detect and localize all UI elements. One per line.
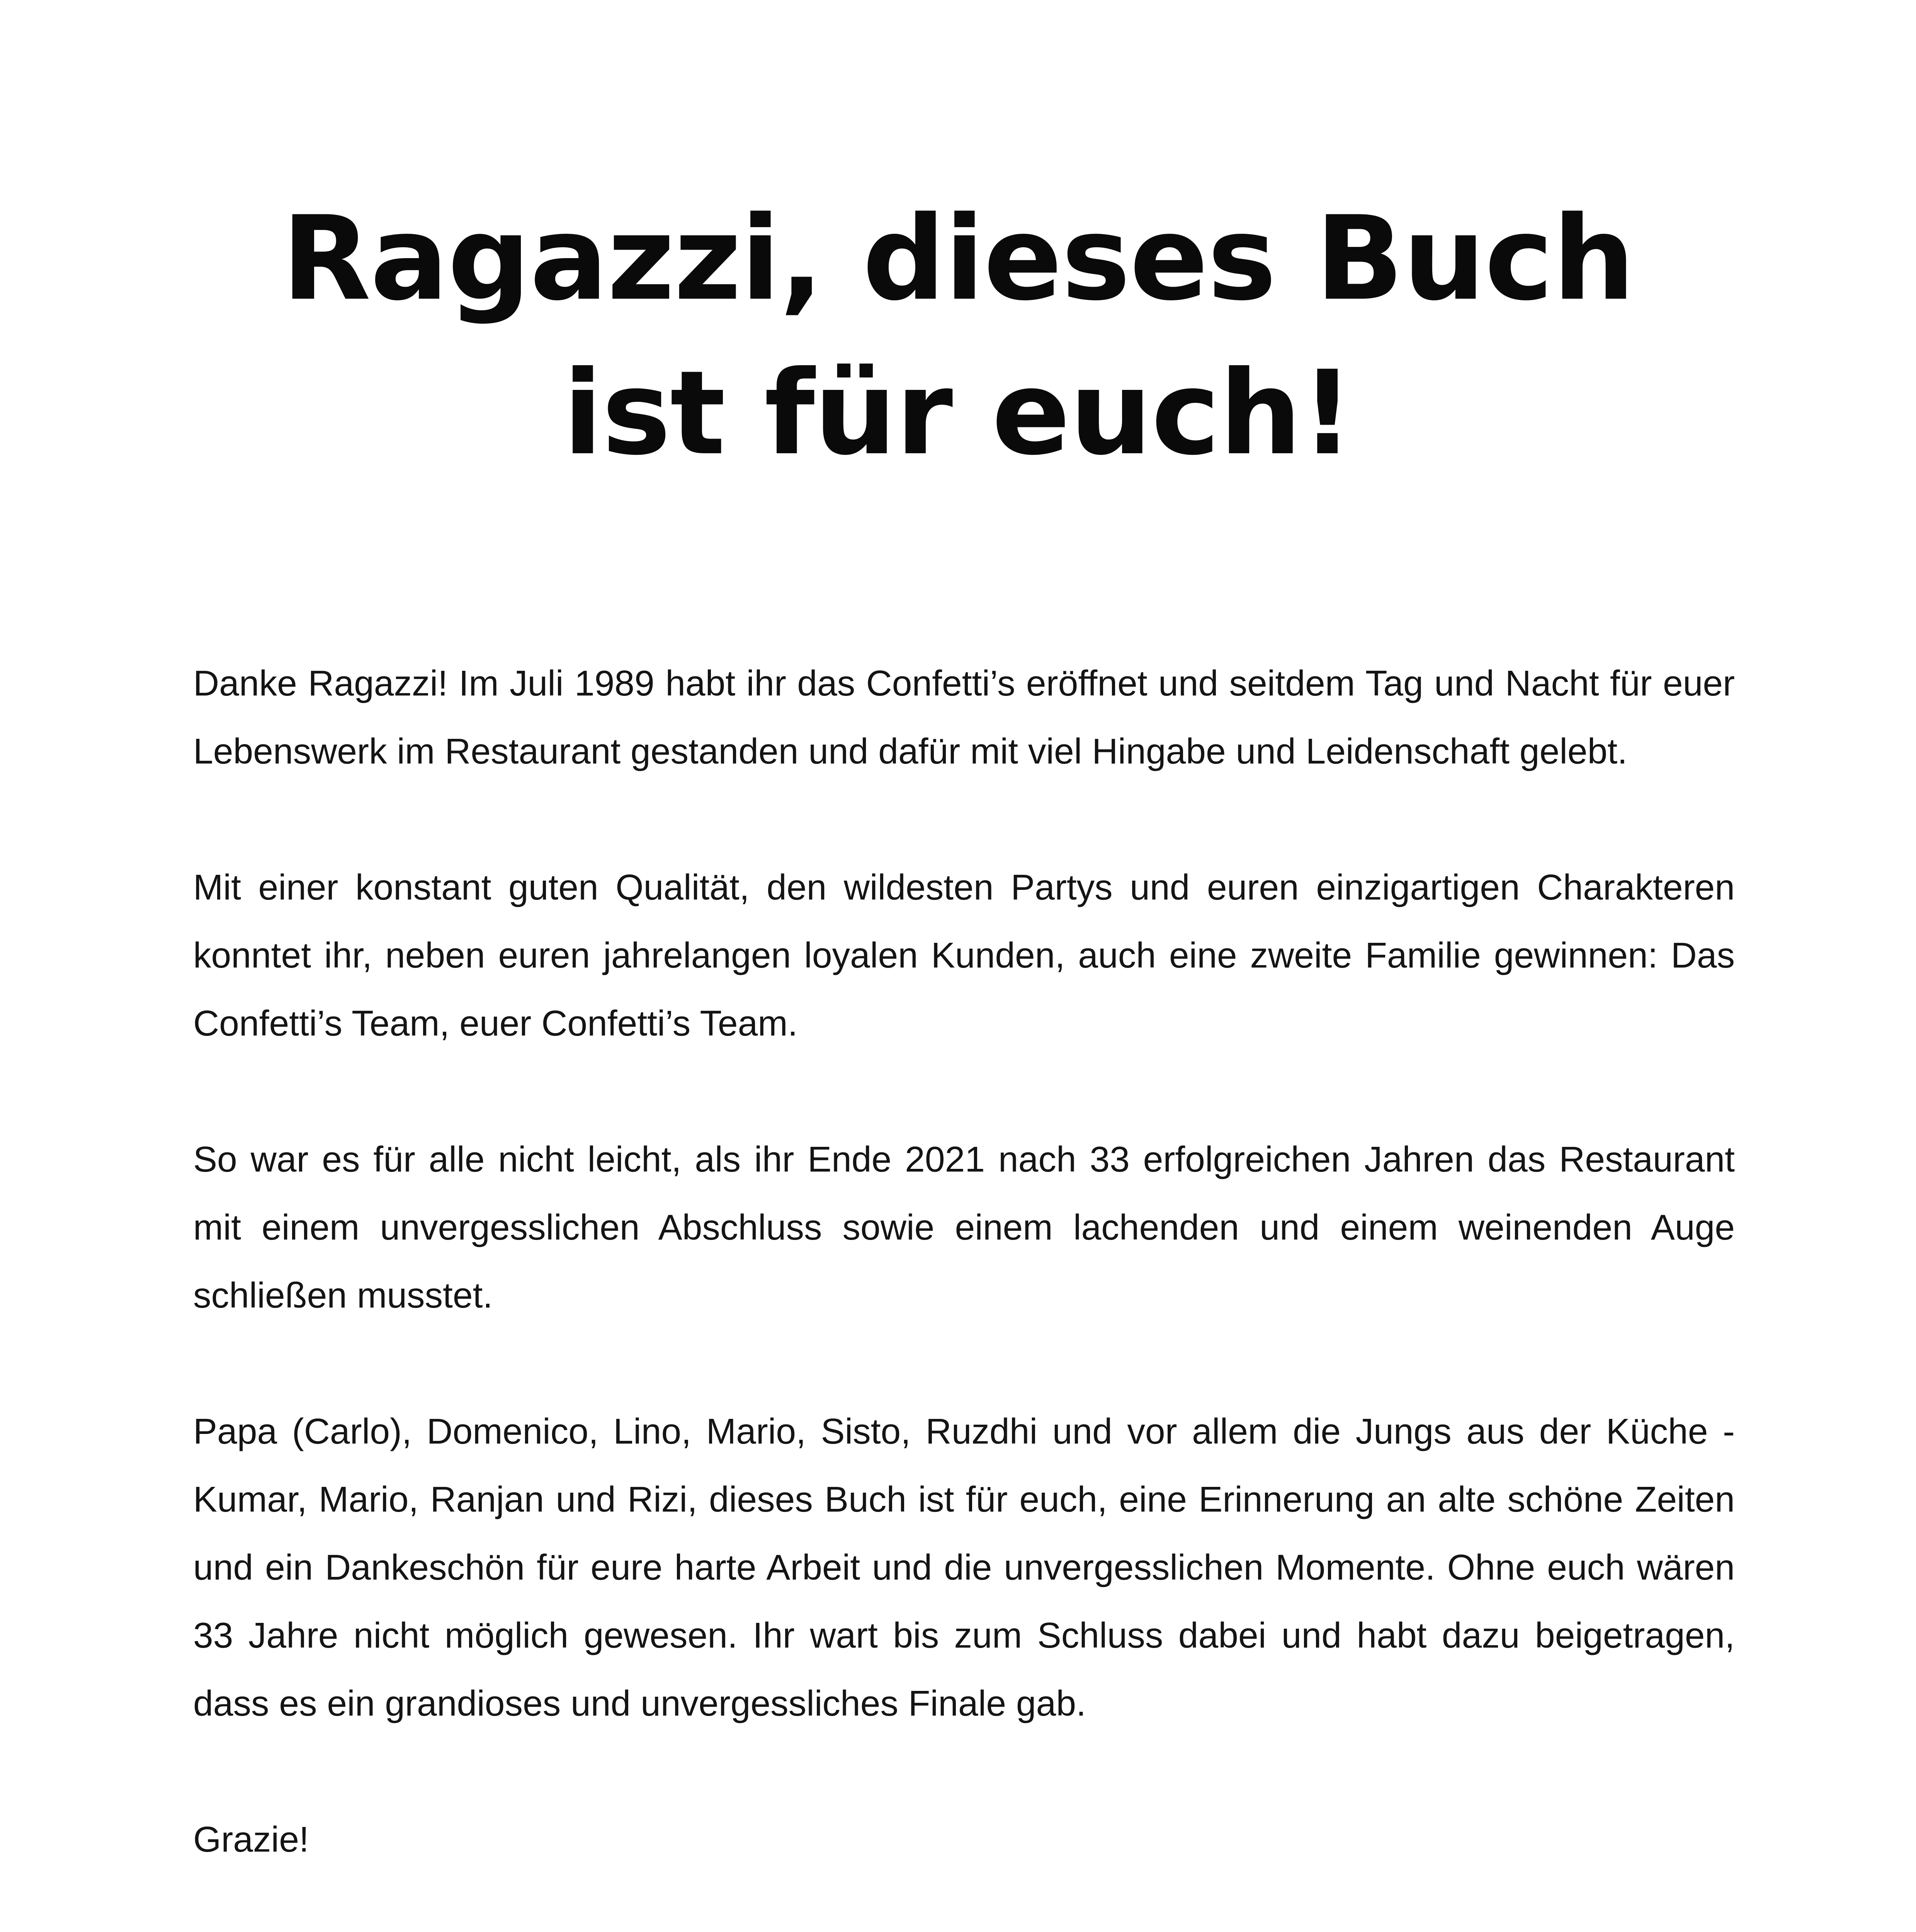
body-text: [193, 649, 1735, 1873]
title-line-2: ist für euch!: [563, 346, 1353, 481]
paragraph-closing: So war es für alle nicht leicht, als ihr Ende 2021 nach 33 erfolgreichen Jahren das Restaurant mit einem unvergesslichen Abschluss sowie einem lachenden und einem weinenden Auge schließen musstet.: [193, 1139, 1735, 1315]
paragraph-intro: Danke Ragazzi! Im Juli 1989 habt ihr das Confetti’s eröffnet und seitdem Tag und Nacht für euer Lebenswerk im Restaurant gestanden und dafür mit viel Hingabe und Leidenschaft gelebt.: [193, 663, 1735, 771]
title-line-1: Ragazzi, dieses Buch: [282, 191, 1634, 326]
paragraph-team: Mit einer konstant guten Qualität, den wildesten Partys und euren einzigartigen Charakteren konntet ihr, neben euren jahrelangen loyalen Kunden, auch eine zweite Familie gewinnen: Das Confetti’s Team, euer Confetti’s Team.: [193, 867, 1735, 1043]
paragraph-dedication: Papa (Carlo), Domenico, Lino, Mario, Sisto, Ruzdhi und vor allem die Jungs aus der Küche - Kumar, Mario, Ranjan und Rizi, dieses Buch ist für euch, eine Erinnerung an alte schöne Zeiten und ein Dankeschön für eure harte Arbeit und die unvergesslichen Momente. Ohne euch wären 33 Jahre nicht möglich gewesen. Ihr wart bis zum Schluss dabei und habt dazu beigetragen, dass es ein grandioses und unvergessliches Finale gab.: [193, 1411, 1735, 1723]
page-title: [193, 182, 1723, 491]
paragraph-grazie: Grazie!: [193, 1819, 309, 1859]
